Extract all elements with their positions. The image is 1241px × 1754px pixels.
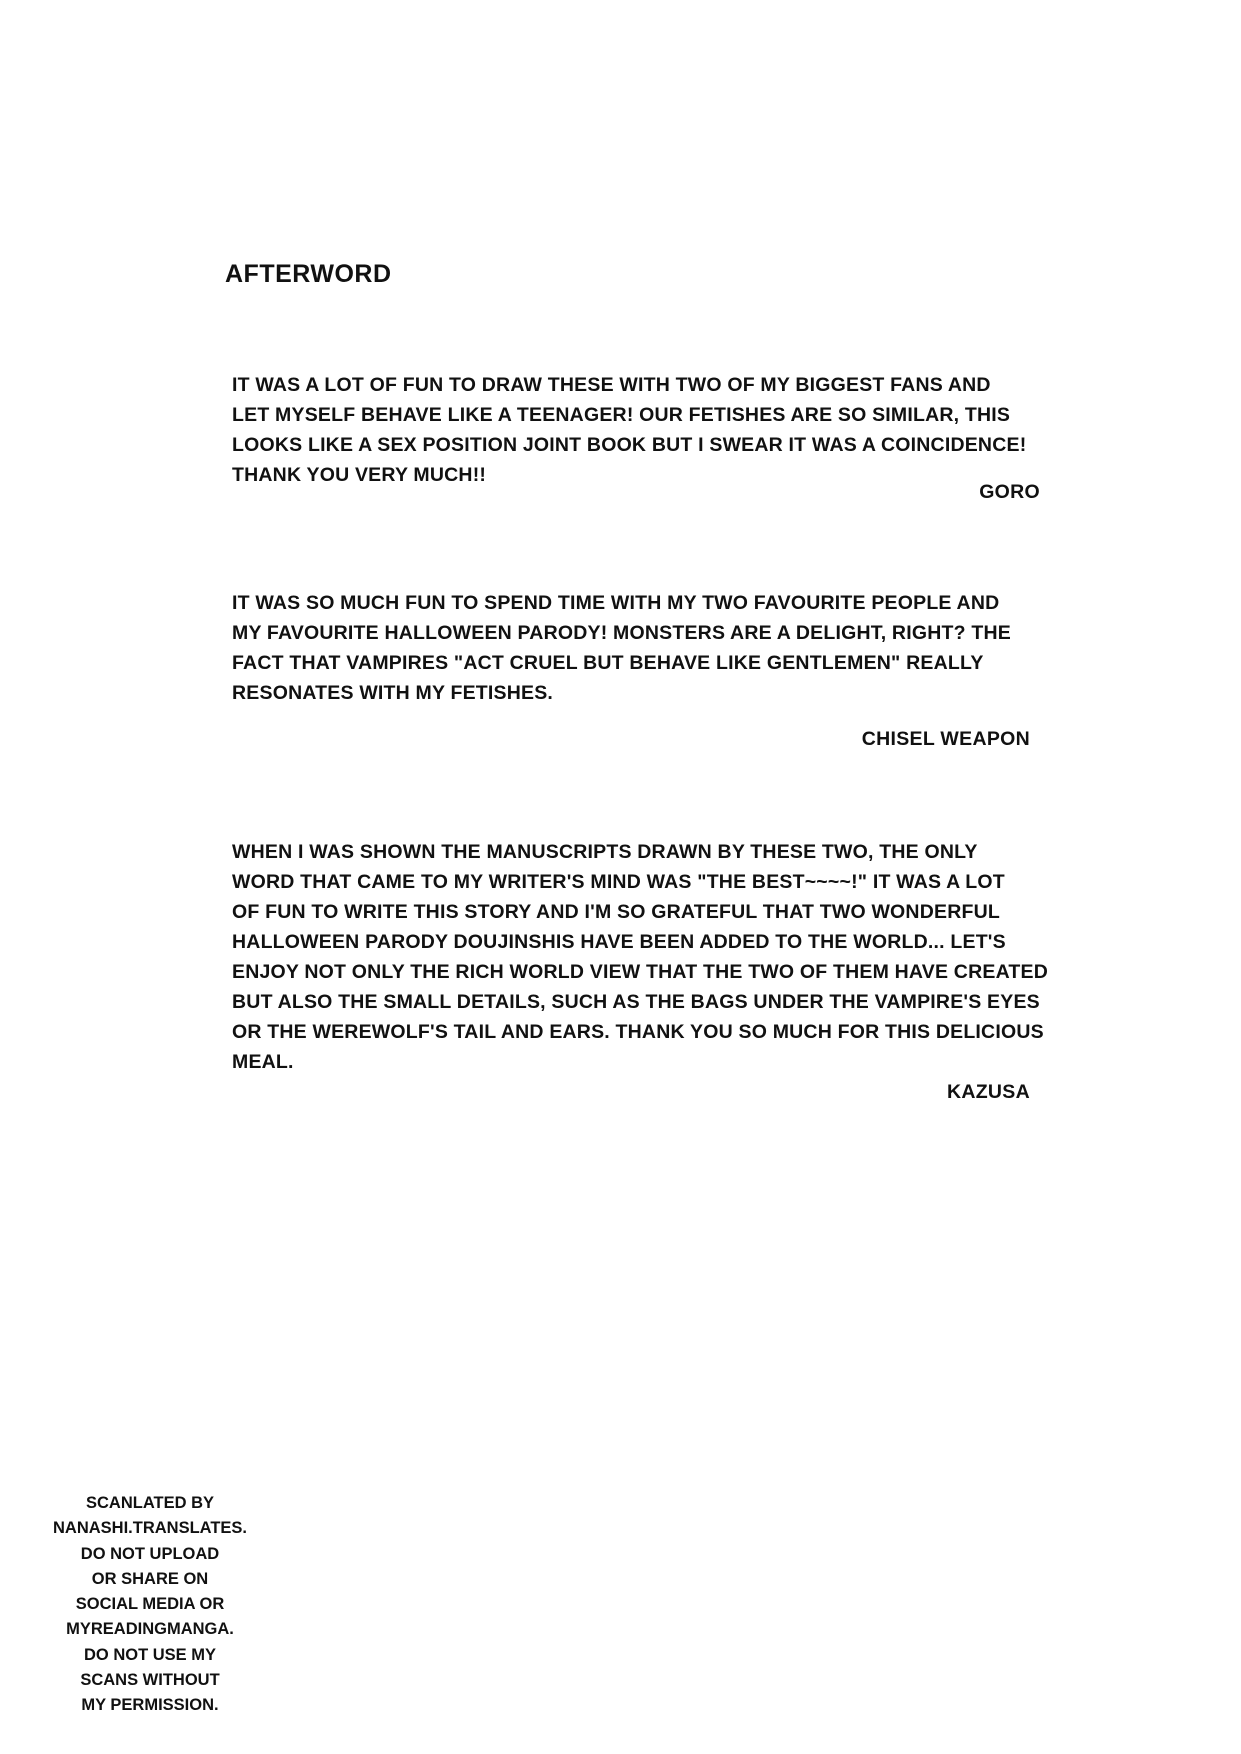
note-line: BUT ALSO THE SMALL DETAILS, SUCH AS THE BAGS UNDER THE VAMPIRE'S EYES [232,991,1040,1013]
note-line: HALLOWEEN PARODY DOUJINSHIS HAVE BEEN ADDED TO THE WORLD... LET'S [232,931,1006,953]
note-line: ENJOY NOT ONLY THE RICH WORLD VIEW THAT THE TWO OF THEM HAVE CREATED [232,961,1049,983]
credit-line: NANASHI.TRANSLATES. [52,1519,248,1538]
note-line: RESONATES WITH MY FETISHES. [232,682,554,704]
note-line: OF FUN TO WRITE THIS STORY AND I'M SO GRATEFUL THAT TWO WONDERFUL [232,901,1000,923]
scanlation-credit [40,1491,260,1719]
credit-line: DO NOT UPLOAD [80,1544,220,1563]
page-title: AFTERWORD [225,260,392,288]
note-line: IT WAS SO MUCH FUN TO SPEND TIME WITH MY TWO FAVOURITE PEOPLE AND [232,592,1000,614]
credit-line: OR SHARE ON [91,1569,209,1588]
note-line: IT WAS A LOT OF FUN TO DRAW THESE WITH TWO OF MY BIGGEST FANS AND [232,374,991,396]
credit-line: MY PERMISSION. [81,1696,219,1715]
credit-line: SCANS WITHOUT [80,1671,220,1690]
note-line: MEAL. [232,1051,294,1073]
credit-line: MYREADINGMANGA. [66,1620,234,1639]
note-goro [232,370,1062,490]
note-chisel-weapon [232,588,1062,708]
signature-chisel-weapon: CHISEL WEAPON [861,728,1030,750]
note-line: LOOKS LIKE A SEX POSITION JOINT BOOK BUT I SWEAR IT WAS A COINCIDENCE! [232,434,1027,456]
note-line: OR THE WEREWOLF'S TAIL AND EARS. THANK YOU SO MUCH FOR THIS DELICIOUS [232,1021,1044,1043]
signature-goro: GORO [979,481,1040,503]
note-line: FACT THAT VAMPIRES "ACT CRUEL BUT BEHAVE LIKE GENTLEMEN" REALLY [232,652,984,674]
credit-line: DO NOT USE MY [83,1645,216,1664]
note-line: THANK YOU VERY MUCH!! [232,464,487,486]
credit-line: SOCIAL MEDIA OR [75,1595,225,1614]
note-line: LET MYSELF BEHAVE LIKE A TEENAGER! OUR FETISHES ARE SO SIMILAR, THIS [232,404,1011,426]
note-line: MY FAVOURITE HALLOWEEN PARODY! MONSTERS ARE A DELIGHT, RIGHT? THE [232,622,1011,644]
note-kazusa [232,837,1062,1077]
credit-line: SCANLATED BY [85,1494,215,1512]
signature-kazusa: KAZUSA [946,1081,1030,1103]
note-line: WHEN I WAS SHOWN THE MANUSCRIPTS DRAWN BY THESE TWO, THE ONLY [232,841,978,863]
note-line: WORD THAT CAME TO MY WRITER'S MIND WAS "THE BEST~~~~!" IT WAS A LOT [232,871,1005,893]
